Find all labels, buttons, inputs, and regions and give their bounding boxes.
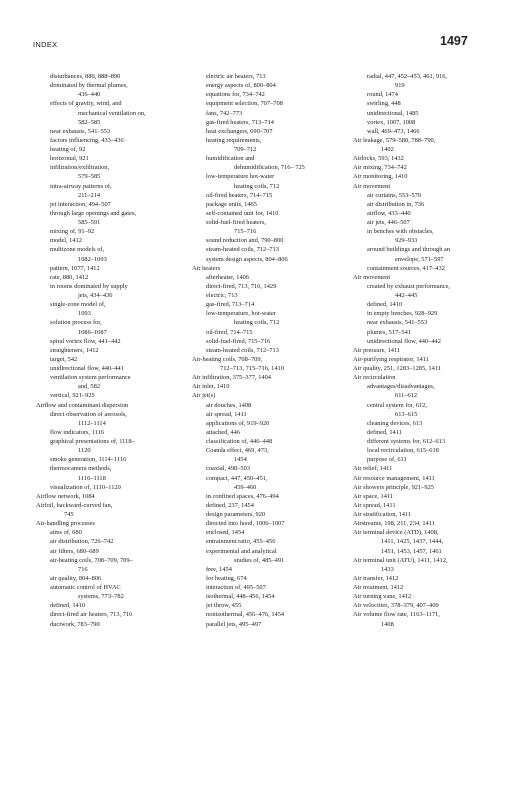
index-entry: 585–591 <box>78 219 101 226</box>
index-entry: steam-heated coils, 712–713 <box>206 346 279 354</box>
index-entry: containment sources, 417–432 <box>367 264 445 272</box>
index-entry: isothermal, 448–456, 1454 <box>206 593 275 601</box>
index-entry: envelope, 571–597 <box>395 255 444 263</box>
index-entry: factors influencing, 433–436 <box>50 136 124 144</box>
index-entry: 1116–1118 <box>78 474 106 482</box>
index-entry: straighteners, 1412 <box>50 346 99 354</box>
index-entry: defined, 1410 <box>367 301 403 309</box>
index-entry: defined, 1410 <box>50 602 86 610</box>
index-entry: Air turning vane, 1412 <box>353 593 412 601</box>
index-entry: near exhausts, 541–553 <box>367 319 428 327</box>
index-entry: gas-fired, 713–714 <box>206 301 255 309</box>
index-entry: heat exchangers, 690–707 <box>206 127 273 135</box>
index-entry: experimental and analytical <box>206 547 277 555</box>
index-entry: directed into hood, 1006–1007 <box>206 520 285 528</box>
index-entry: Coanda effect, 469, 473, <box>206 447 269 455</box>
index-entry: Air transfer, 1412 <box>353 574 399 582</box>
index-entry: Air stratification, 1411 <box>353 511 412 518</box>
index-entry: Air movement <box>353 182 391 190</box>
index-entry: horizontal, 921 <box>50 155 89 163</box>
index-entry: 715–716 <box>234 228 257 236</box>
index-entry: steam-heated coils, 712–713 <box>206 246 279 254</box>
index-entry: 611–612 <box>395 392 418 400</box>
index-entry: low-temperature, hot-water <box>206 310 276 318</box>
index-entry: in rooms dominated by supply <box>50 282 128 290</box>
index-entry: enclosed, 1454 <box>206 529 245 537</box>
index-entry: round, 1474 <box>367 91 398 99</box>
index-entry: Air monitoring, 1410 <box>353 173 408 181</box>
index-entry: attached, 446 <box>206 428 241 436</box>
index-entry: design parameters, 920 <box>206 511 266 518</box>
index-entry: radial, 447, 452–453, 461, 916, <box>367 73 448 80</box>
index-entry: oil-fired, 714–715 <box>206 328 253 336</box>
index-entry: Air resource management, 1411 <box>353 474 435 482</box>
index-entry: equations for, 734–742 <box>206 91 265 99</box>
index-entry: air distribution, 726–742 <box>50 538 114 546</box>
index-entry: spiral vortex flow, 441–442 <box>50 337 121 345</box>
index-entry: Air movement <box>353 273 391 281</box>
index-entry: ventilation system performance <box>50 374 131 382</box>
index-entry: ductwork, 783–790 <box>50 620 100 628</box>
index-entry: defined, 1411 <box>367 428 402 436</box>
index-entry: afterheater, 1406 <box>206 273 250 281</box>
index-entry: air curtains, 553–570 <box>367 191 422 199</box>
index-entry: air quality, 804–806 <box>50 574 102 582</box>
index-entry: intra-airway patterns of, <box>50 182 112 190</box>
index-entry: 436–440 <box>78 91 101 99</box>
index-entry: solid-fuel-fired heaters, <box>206 219 266 226</box>
index-entry: Airstreams, 198, 211, 234, 1411 <box>353 520 435 528</box>
index-entry: created by exhaust performance, <box>367 282 451 290</box>
index-entry: Air heaters <box>192 264 221 272</box>
index-entry: thermocamera methods, <box>50 465 112 473</box>
index-entry: equipment selection, 707–708 <box>206 100 283 108</box>
index-entry: 1411, 1425, 1437, 1444, <box>381 538 444 546</box>
index-entry: swirling, 448 <box>367 100 401 108</box>
index-entry: 1093 <box>78 310 91 318</box>
index-entry: low-temperature hot-water <box>206 173 275 181</box>
index-entry: Air space, 1411 <box>353 492 394 500</box>
index-entry: free, 1454 <box>206 565 232 573</box>
page-number: 1497 <box>440 34 468 48</box>
index-entry: 745 <box>64 511 74 518</box>
index-entry: wall, 469–473, 1466 <box>367 127 420 135</box>
index-entry: graphical presentations of, 1118– <box>50 438 135 445</box>
index-entry: different systems for, 612–613 <box>367 438 446 445</box>
index-entry: gas-fired heaters, 713–714 <box>206 118 274 126</box>
index-entry: self-contained unit for, 1410 <box>206 209 279 217</box>
index-entry: air filters, 680–689 <box>50 547 99 555</box>
index-entry: systems, 773–782 <box>78 593 124 601</box>
index-entry: Air pressure, 1411 <box>353 346 401 354</box>
index-column-3 <box>353 72 503 629</box>
index-entry: classification of, 446–448 <box>206 438 273 445</box>
index-entry: aims of, 680 <box>50 529 82 537</box>
index-entry: 582–585 <box>78 118 101 126</box>
index-entry: 712–713, 715–716, 1410 <box>220 365 284 372</box>
index-entry: unidirectional flow, 440–441 <box>50 365 124 372</box>
index-entry: central system for, 612, <box>367 401 427 409</box>
index-entry: infiltration/exfiltration, <box>50 164 110 172</box>
index-entry: 459–460 <box>234 483 257 491</box>
index-entry: Air-heating coils, 708–709, <box>192 355 263 363</box>
index-entry: energy aspects of, 800–804 <box>206 82 276 90</box>
index-entry: Air leakage, 579–580, 788–790, <box>353 136 436 144</box>
index-entry: nonisothermal, 456–476, 1454 <box>206 611 285 619</box>
index-entry: Airflow network, 1084 <box>36 492 95 500</box>
index-entry: air douches, 1408 <box>206 401 252 409</box>
index-entry: 211–214 <box>78 191 101 199</box>
index-entry: vortex, 1007, 1008 <box>367 118 416 126</box>
index-entry: 579–585 <box>78 173 101 181</box>
index-entry: Air infiltration, 375–377, 1404 <box>192 374 271 382</box>
index-entry: 1402 <box>381 146 394 153</box>
index-entry: air distribution in, 736 <box>367 200 425 208</box>
index-entry: through large openings and gates, <box>50 209 136 217</box>
index-entry: Air volume flow rate, 1163–1171, <box>353 611 440 619</box>
index-entry: fans, 742–773 <box>206 109 243 117</box>
index-entry: rate, 880, 1412 <box>50 273 89 281</box>
index-entry: mechanical ventilation on, <box>78 109 146 117</box>
index-entry: target, 542 <box>50 355 78 363</box>
index-entry: electric air heaters, 713 <box>206 73 266 80</box>
index-entry: for heating, 674 <box>206 574 247 582</box>
index-entry: purpose of, 611 <box>367 456 407 464</box>
index-entry: jets, 434–436 <box>78 292 113 299</box>
index-entry: multizone models of, <box>50 246 105 254</box>
index-entry: in benches with obstacles, <box>367 228 434 236</box>
index-entry: Airfoil, backward-curved fan, <box>36 501 113 509</box>
index-entry: coaxial, 498–503 <box>206 465 251 473</box>
index-entry: single-zone model of, <box>50 301 106 309</box>
index-entry: smoke generation, 1114–1116 <box>50 456 127 464</box>
index-entry: entrainment ratio, 455–456 <box>206 538 276 546</box>
index-entry: 919 <box>395 82 405 90</box>
index-entry: heating coils, 712 <box>234 319 280 327</box>
index-entry: studies of, 485–491 <box>234 556 285 564</box>
index-entry: Air terminal device (ATD), 1408, <box>353 529 439 537</box>
index-entry: direct observation of aerosols, <box>50 410 128 418</box>
index-entry: humidification and <box>206 155 255 163</box>
index-entry: flow indicators, 1116 <box>50 428 105 436</box>
index-entry: heating requirements, <box>206 136 262 144</box>
index-entry: heating coils, 712 <box>234 182 280 190</box>
index-column-1 <box>36 72 186 629</box>
index-entry: Air recirculation <box>353 374 396 382</box>
index-entry: heating of, 92 <box>50 146 86 153</box>
index-entry: vertical, 921–925 <box>50 392 95 400</box>
index-entry: air jets, 446–507 <box>367 219 410 226</box>
index-entry: mixing of, 91–92 <box>50 228 95 236</box>
index-entry: plumes, 517–541 <box>367 328 412 336</box>
index-entry: compact, 447, 450–451, <box>206 474 268 482</box>
index-entry: jet throw, 455 <box>206 602 242 610</box>
index-entry: in empty benches, 928–929 <box>367 310 438 318</box>
index-entry: air spread, 1411 <box>206 410 247 418</box>
index-entry: in confined spaces, 476–494 <box>206 492 279 500</box>
index-entry: Airflow and contaminant dispersion <box>36 401 129 409</box>
index-entry: unidirectional, 1485 <box>367 109 419 117</box>
index-entry: Air spread, 1411 <box>353 501 396 509</box>
index-entry: Air terminal unit (ATU), 1411, 1412, <box>353 556 448 564</box>
index-entry: oil-fired heaters, 714–715 <box>206 191 273 199</box>
index-entry: 1120 <box>78 447 91 455</box>
index-entry: dehumidification, 716– 725 <box>234 164 305 172</box>
index-entry: automatic control of HVAC <box>50 584 121 591</box>
index-entry: 1408 <box>381 620 394 628</box>
index-entry: Air velocities, 378–379, 407–409 <box>353 602 439 610</box>
index-entry: Air treatment, 1412 <box>353 584 404 591</box>
index-entry: 709–712 <box>234 146 257 153</box>
index-column-2 <box>192 72 342 629</box>
index-entry: 1086–1087 <box>78 328 107 336</box>
index-entry: 1082–1093 <box>78 255 107 263</box>
index-entry: Air quality, 251, 1283–1285, 1411 <box>353 365 441 372</box>
index-entry: dominated by thermal plumes, <box>50 82 128 90</box>
index-entry: applications of, 919–920 <box>206 419 270 427</box>
index-entry: Airlocks, 593, 1432 <box>353 155 404 163</box>
index-entry: disturbances, 880, 888–890 <box>50 73 121 80</box>
index-entry: jet interaction, 494–507 <box>50 200 111 208</box>
index-entry: electric, 713 <box>206 292 238 299</box>
index-entry: 716 <box>78 565 88 573</box>
index-entry: near exhausts, 541–553 <box>50 127 111 135</box>
index-entry: local recirculation, 615–618 <box>367 447 439 455</box>
index-entry: 1451, 1453, 1457, 1461 <box>381 547 442 555</box>
index-entry: Air jet(s) <box>192 392 216 400</box>
index-entry: direct-fired, 713, 716, 1429 <box>206 282 277 290</box>
index-entry: Air-handling processes <box>36 520 95 528</box>
index-entry: direct-fired air heaters, 713, 716 <box>50 611 133 619</box>
index-entry: sound reduction and, 790–800 <box>206 237 284 245</box>
index-entry: model, 1412 <box>50 237 82 245</box>
index-entry: 1112–1114 <box>78 419 106 427</box>
index-entry: system design aspects, 804–806 <box>206 255 288 263</box>
index-entry: solution process for, <box>50 319 102 327</box>
index-entry: cleaning devices, 613 <box>367 419 423 427</box>
index-entry: Air relief, 1411 <box>353 465 393 473</box>
index-entry: around buildings and through an <box>367 246 451 254</box>
index-entry: and, 582 <box>78 383 101 391</box>
index-entry: 442–445 <box>395 292 418 299</box>
section-header: INDEX <box>33 40 58 49</box>
index-entry: Air-purifying respirator, 1411 <box>353 355 429 363</box>
index-entry: defined, 237, 1454 <box>206 501 254 509</box>
index-entry: pattern, 1077, 1412 <box>50 264 100 272</box>
index-entry: visualization of, 1110–1120 <box>50 483 121 491</box>
index-entry: advantages/disadvantages, <box>367 383 435 391</box>
index-entry: air-heating coils, 708–709, 709– <box>50 556 133 564</box>
index-entry: 613–615 <box>395 410 418 418</box>
index-entry: 1454 <box>234 456 247 464</box>
index-entry: effects of gravity, wind, and <box>50 100 122 108</box>
index-entry: Air mixing, 734–742 <box>353 164 407 172</box>
index-entry: 1433 <box>381 565 394 573</box>
index-entry: parallel jets, 495–497 <box>206 620 262 628</box>
index-entry: airflow, 433–440 <box>367 209 411 217</box>
index-entry: unidirectional flow, 440–442 <box>367 337 441 345</box>
index-entry: interaction of, 495–507 <box>206 584 266 591</box>
index-entry: package units, 1465 <box>206 200 257 208</box>
index-entry: Air showers principle, 921–925 <box>353 483 434 491</box>
index-entry: Air inlet, 1410 <box>192 383 230 391</box>
index-entry: solid-fuel-fired, 715–716 <box>206 337 271 345</box>
index-entry: 929–933 <box>395 237 418 245</box>
